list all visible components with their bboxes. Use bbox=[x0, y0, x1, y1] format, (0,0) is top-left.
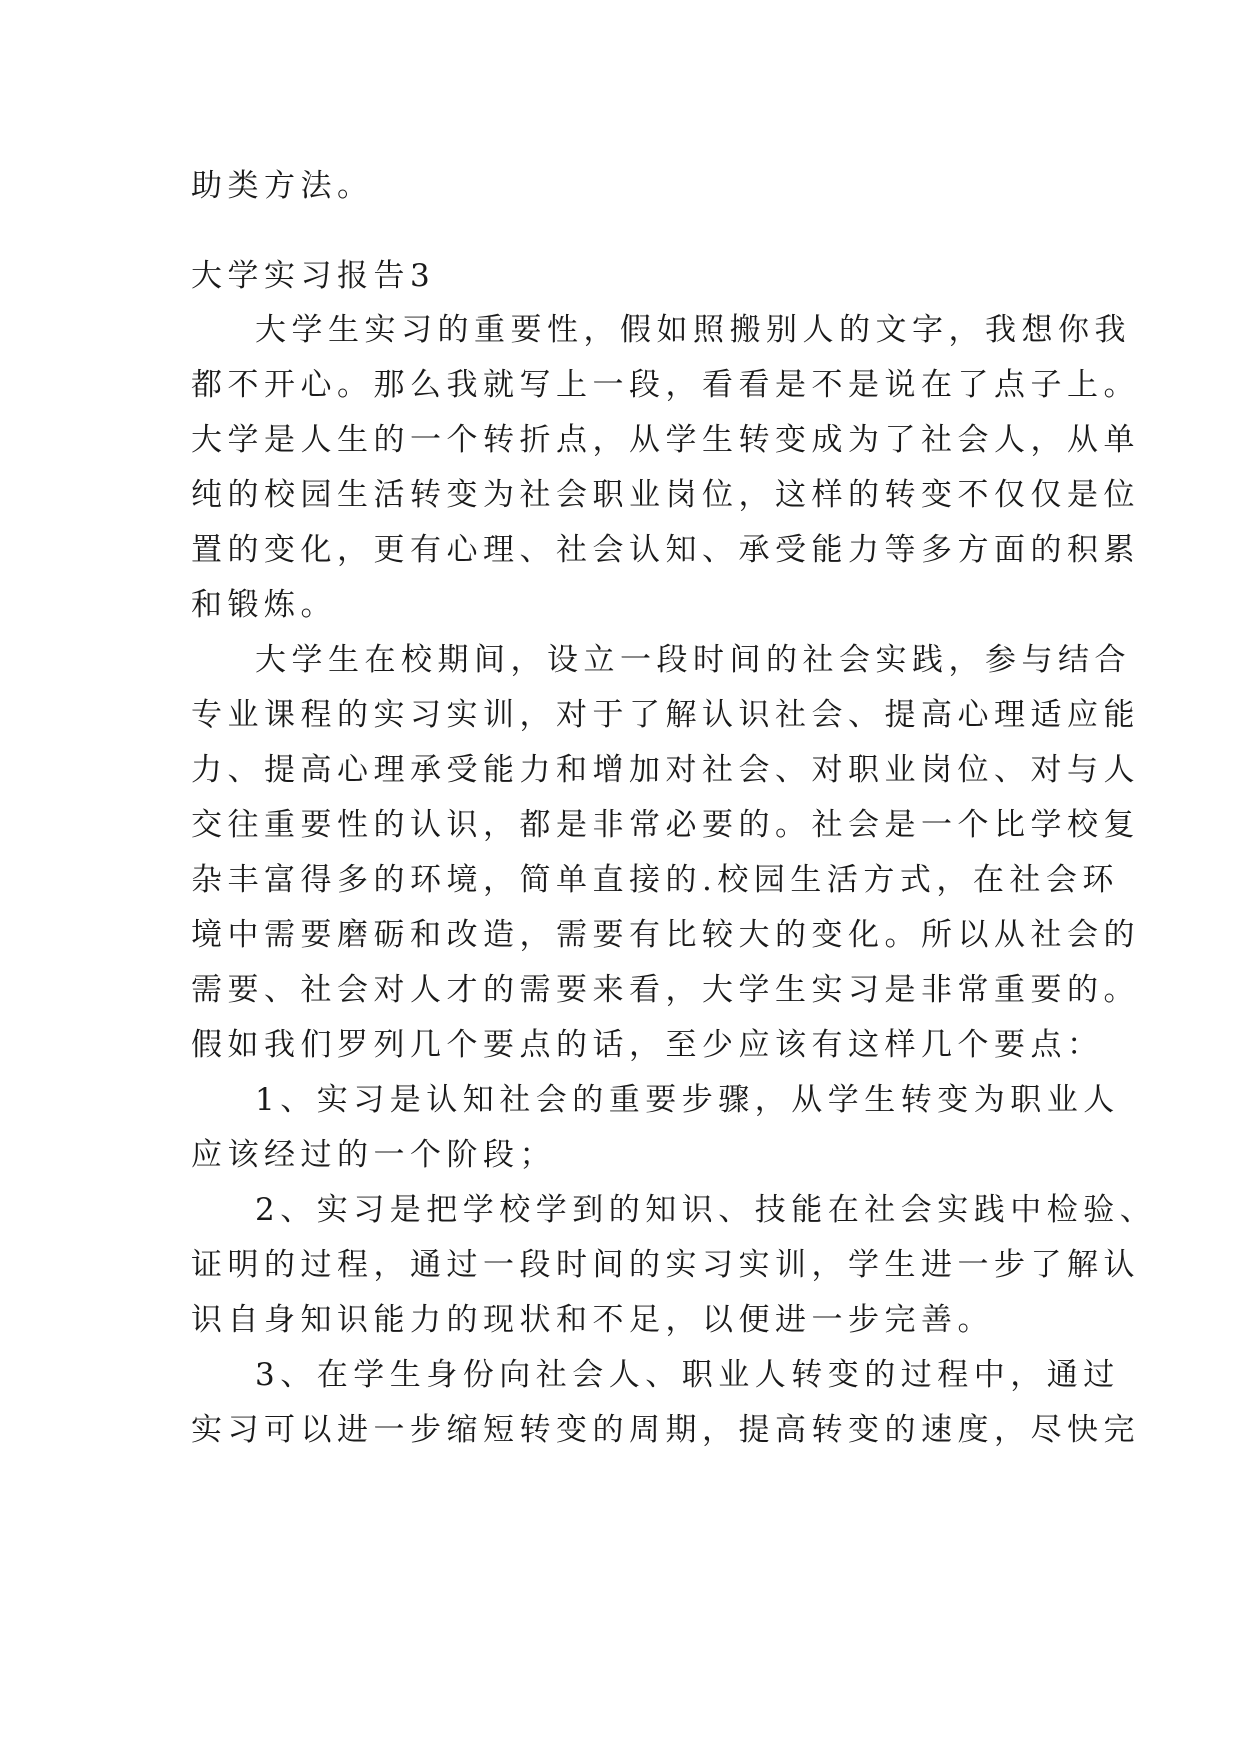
text-line: 都不开心。那么我就写上一段，看看是不是说在了点子上。 bbox=[191, 367, 1140, 403]
list-item: 1、实习是认知社会的重要步骤，从学生转变为职业人 bbox=[255, 1082, 1120, 1118]
text-line: 专业课程的实习实训，对于了解认识社会、提高心理适应能 bbox=[191, 697, 1140, 733]
list-item: 2、实习是把学校学到的知识、技能在社会实践中检验、 bbox=[255, 1192, 1157, 1228]
text-line: 助类方法。 bbox=[191, 168, 374, 204]
text-line: 大学生实习的重要性，假如照搬别人的文字，我想你我 bbox=[255, 312, 1131, 348]
text-line: 应该经过的一个阶段； bbox=[191, 1137, 556, 1173]
text-line: 纯的校园生活转变为社会职业岗位，这样的转变不仅仅是位 bbox=[191, 477, 1140, 513]
text-line: 和锻炼。 bbox=[191, 587, 337, 623]
text-line: 证明的过程，通过一段时间的实习实训，学生进一步了解认 bbox=[191, 1247, 1140, 1283]
text-line: 假如我们罗列几个要点的话，至少应该有这样几个要点： bbox=[191, 1027, 1104, 1063]
text-line: 大学生在校期间，设立一段时间的社会实践，参与结合 bbox=[255, 642, 1131, 678]
list-item: 3、在学生身份向社会人、职业人转变的过程中，通过 bbox=[255, 1357, 1120, 1393]
section-heading: 大学实习报告3 bbox=[191, 258, 436, 294]
text-line: 境中需要磨砺和改造，需要有比较大的变化。所以从社会的 bbox=[191, 917, 1140, 953]
text-line: 需要、社会对人才的需要来看，大学生实习是非常重要的。 bbox=[191, 972, 1140, 1008]
text-line: 大学是人生的一个转折点，从学生转变成为了社会人，从单 bbox=[191, 422, 1140, 458]
text-line: 置的变化，更有心理、社会认知、承受能力等多方面的积累 bbox=[191, 532, 1140, 568]
text-line: 杂丰富得多的环境，简单直接的.校园生活方式，在社会环 bbox=[191, 862, 1119, 898]
text-line: 实习可以进一步缩短转变的周期，提高转变的速度，尽快完 bbox=[191, 1412, 1140, 1448]
text-line: 交往重要性的认识，都是非常必要的。社会是一个比学校复 bbox=[191, 807, 1140, 843]
text-line: 力、提高心理承受能力和增加对社会、对职业岗位、对与人 bbox=[191, 752, 1140, 788]
text-line: 识自身知识能力的现状和不足，以便进一步完善。 bbox=[191, 1302, 994, 1338]
